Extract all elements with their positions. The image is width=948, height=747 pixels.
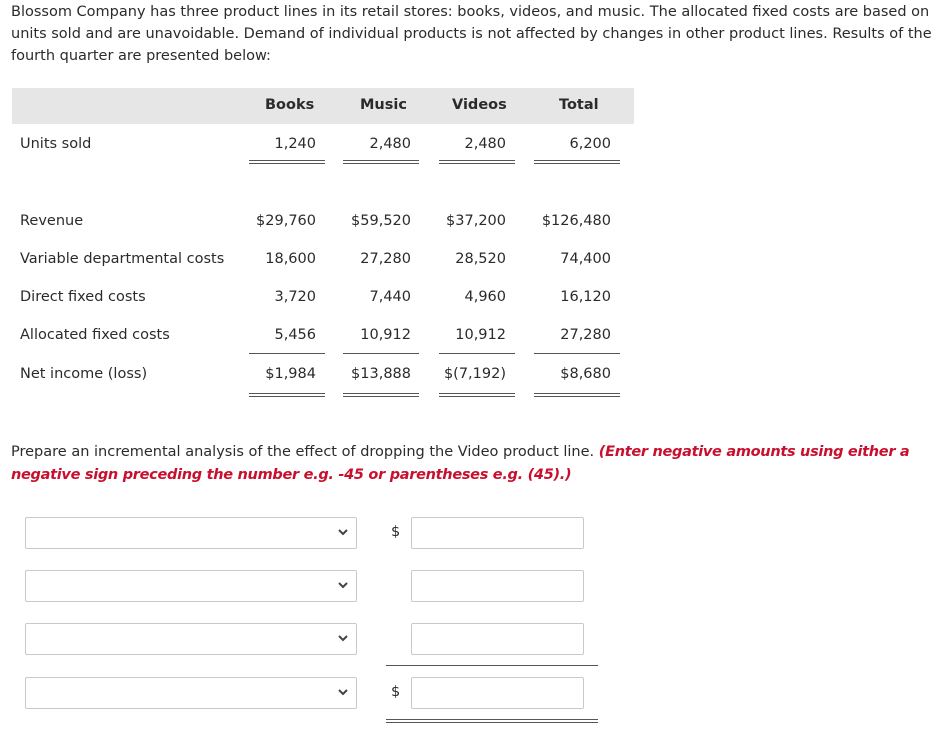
line-item-select-4[interactable] bbox=[25, 677, 357, 709]
underline bbox=[343, 163, 419, 164]
row-label-units-sold: Units sold bbox=[20, 136, 92, 152]
cell-direct-total: 16,120 bbox=[560, 289, 611, 305]
cell-revenue-books: $29,760 bbox=[256, 213, 316, 229]
underline bbox=[343, 396, 419, 397]
header-total: Total bbox=[559, 97, 599, 113]
underline bbox=[439, 163, 515, 164]
underline bbox=[439, 353, 515, 354]
underline bbox=[249, 160, 325, 161]
underline bbox=[386, 722, 598, 723]
cell-variable-books: 18,600 bbox=[265, 251, 316, 267]
chevron-down-icon bbox=[337, 524, 349, 543]
cell-units-videos: 2,480 bbox=[464, 136, 506, 152]
line-item-select-1[interactable] bbox=[25, 517, 357, 549]
header-music: Music bbox=[360, 97, 407, 113]
row-label-revenue: Revenue bbox=[20, 213, 84, 229]
row-label-variable-costs: Variable departmental costs bbox=[20, 251, 225, 267]
cell-allocated-music: 10,912 bbox=[360, 327, 411, 343]
amount-input-2[interactable] bbox=[411, 570, 584, 602]
cell-units-books: 1,240 bbox=[274, 136, 316, 152]
amount-input-3[interactable] bbox=[411, 623, 584, 655]
underline bbox=[343, 393, 419, 394]
cell-revenue-total: $126,480 bbox=[541, 213, 611, 229]
line-item-select-2[interactable] bbox=[25, 570, 357, 602]
cell-variable-total: 74,400 bbox=[560, 251, 611, 267]
header-videos: Videos bbox=[452, 97, 507, 113]
instructions-text: Prepare an incremental analysis of the effect of dropping the Video product line. bbox=[11, 444, 595, 460]
problem-intro: Blossom Company has three product lines in its retail stores: books, videos, and music. The allocated fixed costs are based on units sold and are unavoidable. Demand of individual products is not affected by changes in other product lines. Results of the fourth quarter are presented below: bbox=[11, 4, 932, 64]
instructions bbox=[11, 441, 941, 487]
chevron-down-icon bbox=[337, 630, 349, 649]
cell-direct-videos: 4,960 bbox=[464, 289, 506, 305]
row-label-direct-fixed: Direct fixed costs bbox=[20, 289, 146, 305]
underline bbox=[343, 353, 419, 354]
cell-direct-books: 3,720 bbox=[274, 289, 316, 305]
underline bbox=[439, 393, 515, 394]
underline bbox=[249, 393, 325, 394]
cell-units-music: 2,480 bbox=[369, 136, 411, 152]
line-item-select-3[interactable] bbox=[25, 623, 357, 655]
underline bbox=[249, 353, 325, 354]
cell-direct-music: 7,440 bbox=[369, 289, 411, 305]
cell-variable-videos: 28,520 bbox=[455, 251, 506, 267]
table-header-band bbox=[12, 88, 634, 124]
cell-net-music: $13,888 bbox=[351, 366, 411, 382]
underline bbox=[249, 163, 325, 164]
amount-input-4[interactable] bbox=[411, 677, 584, 709]
chevron-down-icon bbox=[337, 577, 349, 596]
cell-variable-music: 27,280 bbox=[360, 251, 411, 267]
underline bbox=[534, 160, 620, 161]
cell-revenue-videos: $37,200 bbox=[446, 213, 506, 229]
amount-input-1[interactable] bbox=[411, 517, 584, 549]
header-books: Books bbox=[265, 97, 315, 113]
cell-net-books: $1,984 bbox=[265, 366, 316, 382]
chevron-down-icon bbox=[337, 684, 349, 703]
row-label-net-income: Net income (loss) bbox=[20, 366, 148, 382]
underline bbox=[439, 396, 515, 397]
cell-allocated-total: 27,280 bbox=[560, 327, 611, 343]
currency-symbol: $ bbox=[391, 524, 401, 540]
cell-allocated-books: 5,456 bbox=[274, 327, 316, 343]
underline bbox=[534, 396, 620, 397]
instructions-note: (Enter negative amounts using either a negative sign preceding the number e.g. -45 or parentheses e.g. (45).) bbox=[11, 444, 910, 483]
underline bbox=[343, 160, 419, 161]
row-label-allocated-fixed: Allocated fixed costs bbox=[20, 327, 170, 343]
underline bbox=[534, 393, 620, 394]
cell-allocated-videos: 10,912 bbox=[455, 327, 506, 343]
cell-net-total: $8,680 bbox=[560, 366, 611, 382]
cell-revenue-music: $59,520 bbox=[351, 213, 411, 229]
underline bbox=[534, 163, 620, 164]
underline bbox=[386, 665, 598, 666]
underline bbox=[534, 353, 620, 354]
underline bbox=[439, 160, 515, 161]
cell-net-videos: $(7,192) bbox=[443, 366, 506, 382]
cell-units-total: 6,200 bbox=[569, 136, 611, 152]
underline bbox=[249, 396, 325, 397]
currency-symbol: $ bbox=[391, 684, 401, 700]
underline bbox=[386, 719, 598, 720]
